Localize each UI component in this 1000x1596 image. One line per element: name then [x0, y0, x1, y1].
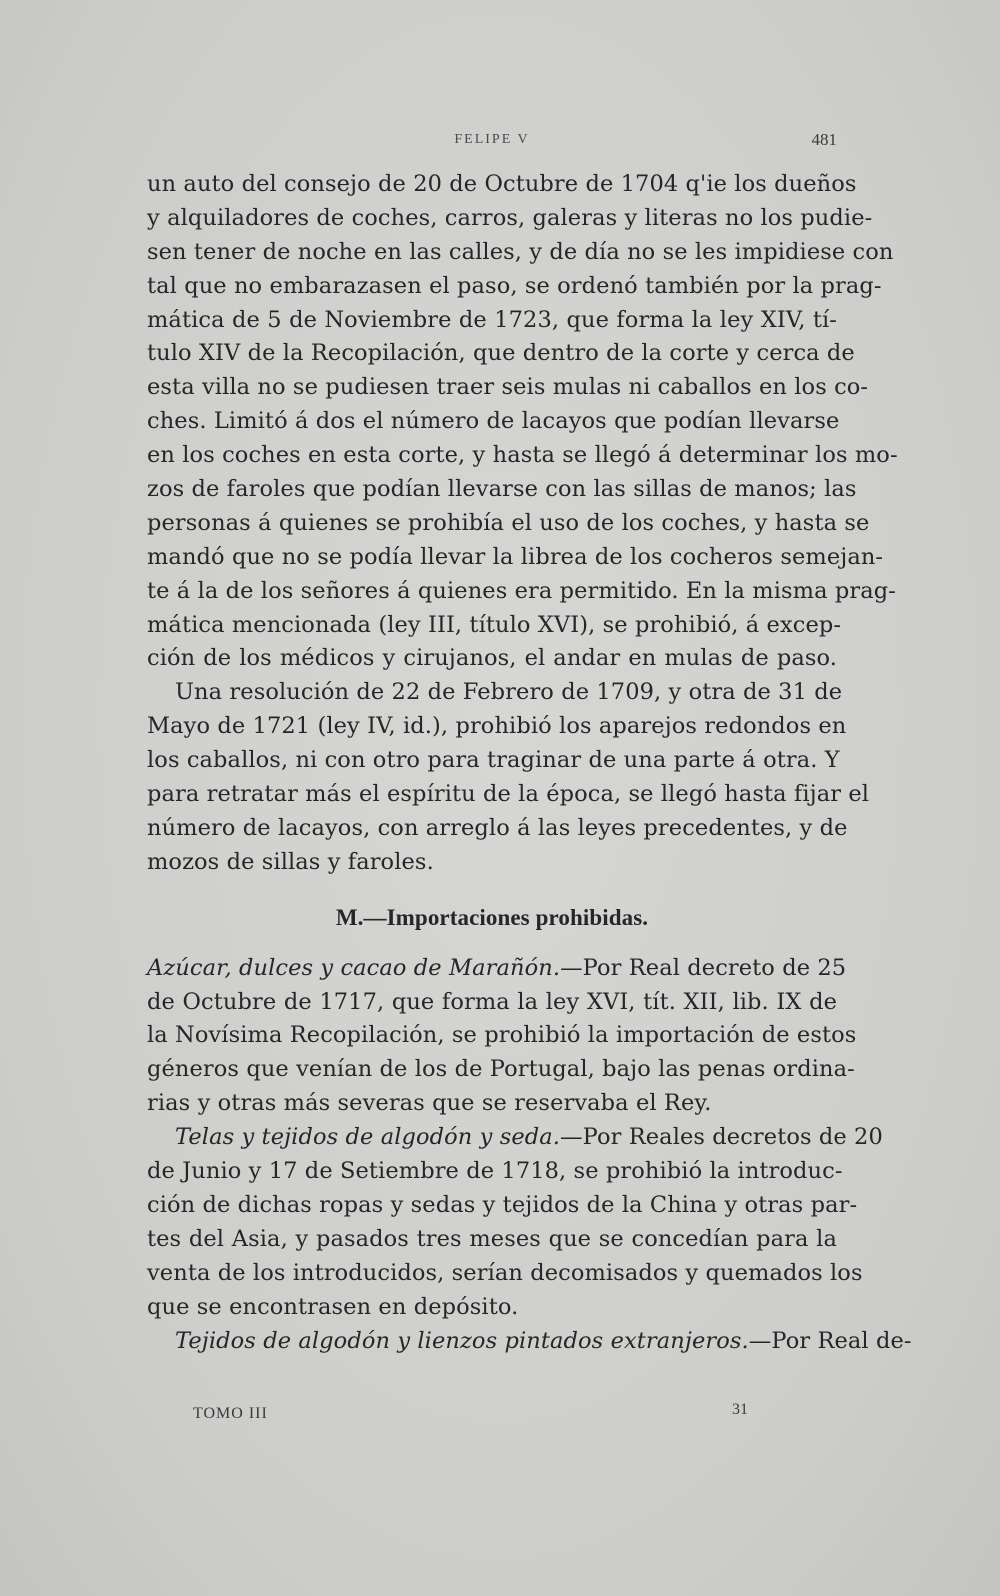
line-text: —Por Real decreto de 25 — [560, 954, 847, 981]
text-line: mozos de sillas y faroles. — [147, 848, 434, 875]
text-line: te á la de los señores á quienes era permitido. En la misma prag- — [147, 577, 896, 604]
text-line: los caballos, ni con otro para traginar de una parte á otra. Y — [147, 747, 840, 774]
text-line — [147, 952, 847, 986]
text-line: rias y otras más severas que se reservaba el Rey. — [147, 1090, 712, 1117]
text-line: Mayo de 1721 (ley IV, id.), prohibió los aparejos redondos en — [147, 713, 847, 740]
signature-mark: 31 — [732, 1401, 748, 1418]
text-line: tes del Asia, y pasados tres meses que se concedían para la — [147, 1225, 837, 1252]
paragraph-4 — [147, 1121, 883, 1324]
page-body — [147, 168, 912, 1358]
page-header — [147, 132, 837, 156]
text-line: ches. Limitó á dos el número de lacayos que podían llevarse — [147, 408, 840, 435]
text-line: Una resolución de 22 de Febrero de 1709, y otra de 31 de — [175, 679, 843, 706]
page-number: 481 — [811, 130, 837, 149]
line-text: —Por Reales decretos de 20 — [560, 1124, 883, 1151]
text-line: personas á quienes se prohibía el uso de los coches, y hasta se — [147, 509, 870, 536]
italic-lead: Telas y tejidos de algodón y seda. — [175, 1124, 561, 1151]
running-title: FELIPE V — [454, 132, 530, 147]
italic-lead: Tejidos de algodón y lienzos pintados extranjeros. — [175, 1327, 749, 1354]
text-line: para retratar más el espíritu de la época, se llegó hasta fijar el — [147, 781, 870, 808]
text-line: la Novísima Recopilación, se prohibió la importación de estos — [147, 1022, 857, 1049]
text-line — [147, 1325, 912, 1359]
paragraph-3 — [147, 952, 857, 1121]
text-line: mandó que no se podía llevar la librea de los cocheros semejan- — [147, 543, 884, 570]
text-line: sen tener de noche en las calles, y de día no se les impidiese con — [147, 238, 894, 265]
text-line: géneros que venían de los de Portugal, bajo las penas ordina- — [147, 1056, 855, 1083]
text-line: tal que no embarazasen el paso, se ordenó también por la prag- — [147, 272, 882, 299]
text-line: número de lacayos, con arreglo á las leyes precedentes, y de — [147, 814, 848, 841]
text-line: tulo XIV de la Recopilación, que dentro de la corte y cerca de — [147, 340, 855, 367]
italic-lead: Azúcar, dulces y cacao de Marañón. — [147, 954, 561, 981]
text-line: un auto del consejo de 20 de Octubre de 1704 q'ie los dueños — [147, 171, 857, 197]
line-text: —Por Real de- — [748, 1327, 912, 1354]
text-line: venta de los introducidos, serían decomisados y quemados los — [147, 1259, 863, 1286]
text-line: que se encontrasen en depósito. — [147, 1293, 519, 1320]
volume-label: TOMO III — [193, 1405, 268, 1422]
paragraph-1 — [147, 168, 898, 676]
section-heading: M.—Importaciones prohibidas. — [335, 904, 649, 930]
text-line: de Octubre de 1717, que forma la ley XVI, tít. XII, lib. IX de — [147, 988, 837, 1015]
text-line: en los coches en esta corte, y hasta se llegó á determinar los mo- — [147, 442, 898, 469]
text-line: esta villa no se pudiesen traer seis mulas ni caballos en los co- — [147, 374, 869, 401]
text-line: ción de dichas ropas y sedas y tejidos de la China y otras par- — [147, 1191, 858, 1218]
text-line — [147, 1121, 883, 1155]
text-line: mática de 5 de Noviembre de 1723, que forma la ley XIV, tí- — [147, 306, 837, 333]
text-line: mática mencionada (ley III, título XVI), se prohibió, á excep- — [147, 611, 842, 638]
page-footer — [147, 1401, 837, 1435]
paragraph-5 — [147, 1325, 912, 1359]
paragraph-2 — [147, 676, 870, 879]
text-line: zos de faroles que podían llevarse con las sillas de manos; las — [147, 476, 857, 503]
text-line: ción de los médicos y cirujanos, el andar en mulas de paso. — [147, 645, 837, 672]
text-line: y alquiladores de coches, carros, galeras y literas no los pudie- — [147, 204, 873, 231]
text-line: de Junio y 17 de Setiembre de 1718, se prohibió la introduc- — [147, 1158, 843, 1185]
